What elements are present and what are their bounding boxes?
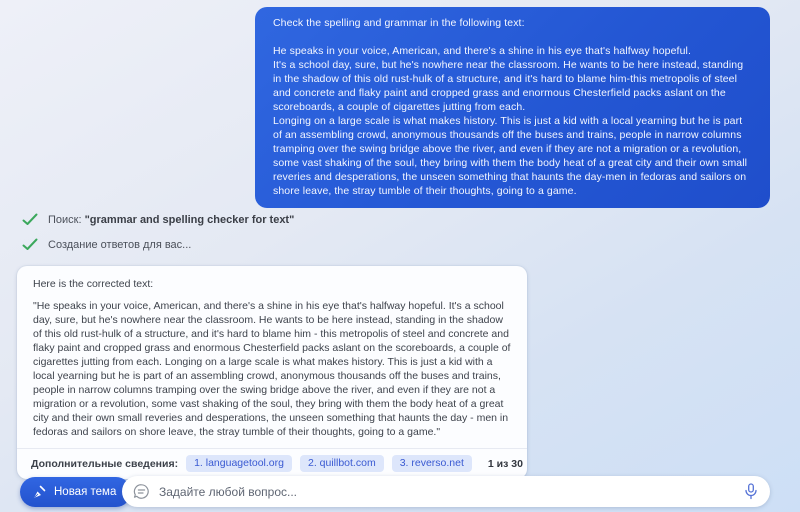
check-icon (22, 238, 38, 251)
chat-input-bar (122, 476, 770, 507)
user-message-bubble (255, 7, 770, 208)
broom-icon (32, 485, 47, 500)
user-message-paragraph: He speaks in your voice, American, and there's a shine in his eye that's halfway hopeful. (273, 45, 691, 57)
microphone-icon[interactable] (744, 483, 758, 500)
question-input[interactable] (159, 485, 735, 499)
status-generating-text: Создание ответов для вас... (48, 238, 192, 251)
chat-bubble-icon (133, 483, 150, 500)
answer-body: "He speaks in your voice, American, and there's a shine in his eye that's halfway hopeful. It's a school day, sure, but he's nowhere near the classroom. He wants to be here instead, standing in the shadow of this old rust-hulk of a structure, and it's hard to blame him - this metropolis of steel and concrete and flaky paint and cropped grass and enormous Chesterfield packs aslant on the scoreboards, a couple of cigarettes jutting from each. Longing on a large scale is what makes history. This is just a kid with a local yearning but he is part of an assembling crowd, anonymous thousands off the buses and trains, people in narrow columns tramping over the swing bridge above the river, and even if they are not a migration or a revolution, some vast shaking of the soul, they bring with them the body heat of a great city and their own small reveries and desperations, the unseen something that haunts the day - men in fedoras and sailors on shore leave, the stray tumble of their thoughts, going to a game." (33, 300, 511, 438)
reference-link-languagetool[interactable]: 1. languagetool.org (186, 455, 292, 472)
check-icon (22, 213, 38, 226)
status-search-text (48, 214, 294, 226)
new-topic-button[interactable] (20, 477, 131, 507)
status-search-row (22, 213, 294, 226)
answer-card (17, 266, 527, 479)
answer-text (17, 266, 527, 448)
learn-more-label: Дополнительные сведения: (31, 457, 179, 470)
status-generating-row (22, 238, 191, 251)
user-message-title: Check the spelling and grammar in the following text: (273, 17, 525, 29)
answer-footer (17, 448, 527, 479)
status-search-prefix: Поиск: (48, 213, 85, 226)
blank-line (273, 30, 752, 44)
reference-link-quillbot[interactable]: 2. quillbot.com (300, 455, 384, 472)
status-search-query: "grammar and spelling checker for text" (84, 213, 295, 226)
user-message-paragraph: Longing on a large scale is what makes history. This is just a kid with a local yearning but he is part of an assembling crowd, anonymous thousands off the buses and trains, people in narrow columns tramping over the swing bridge above the river, and even if they are not a migration or a revolution, some vast shaking of the soul, they bring with them the body heat of a great city and their own small reveries and desperations, the unseen something that haunts the day-men in fedoras and sailors on shore leave, the stray tumble of their thoughts, going to a game. (273, 115, 748, 197)
reference-link-reverso[interactable]: 3. reverso.net (392, 455, 472, 472)
response-counter: 1 из 30 (487, 457, 523, 470)
answer-intro: Here is the corrected text: (33, 278, 154, 290)
user-message-paragraph: It's a school day, sure, but he's nowhere near the classroom. He wants to be here instead, standing in the shadow of this old rust-hulk of a structure, and it's hard to blame him-this metropolis of steel and concrete and flaky paint and cropped grass and enormous Chesterfield packs aslant on the scoreboards, a couple of cigarettes jutting from each. (273, 59, 744, 113)
new-topic-label: Новая тема (54, 486, 117, 498)
